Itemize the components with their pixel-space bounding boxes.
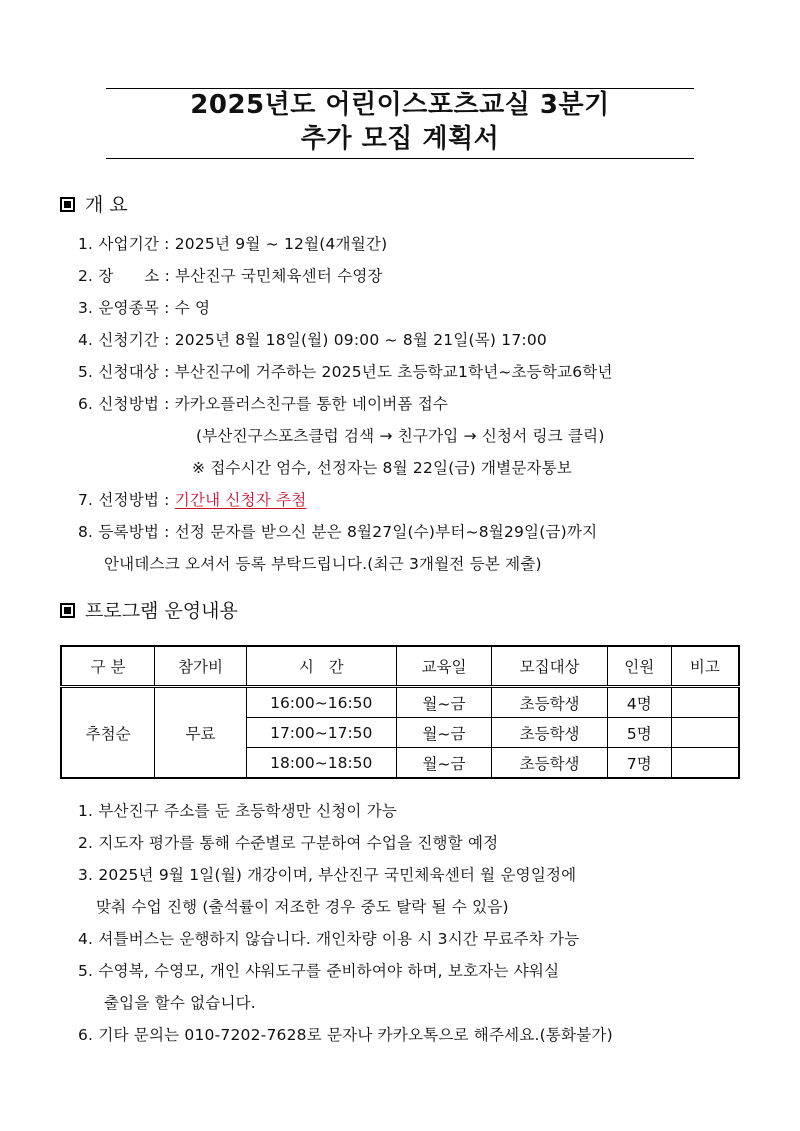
note-cell (671, 748, 739, 779)
title-line-1: 2025년도 어린이스포츠교실 3분기 (190, 90, 610, 120)
title-bottom-rule (106, 158, 694, 159)
overview-item-2: 2. 장 소 : 부산진구 국민체육센터 수영장 (78, 267, 383, 285)
selection-method-highlight: 기간내 신청자 추첨 (174, 491, 307, 509)
note-item-5-cont: 출입을 할수 없습니다. (104, 994, 256, 1012)
overview-item-3: 3. 운영종목 : 수 영 (78, 299, 211, 317)
time-cell: 16:00~16:50 (246, 687, 396, 718)
header-note: 비고 (671, 646, 739, 687)
note-cell (671, 687, 739, 718)
program-table (60, 645, 740, 779)
note-cell (671, 718, 739, 748)
overview-item-7: 7. 선정방법 : 기간내 신청자 추첨 (78, 491, 307, 509)
target-cell: 초등학생 (492, 718, 608, 748)
overview-heading: 개 요 (60, 192, 128, 218)
overview-item-8-cont: 안내데스크 오셔서 등록 부탁드립니다.(최근 3개월전 등본 제출) (104, 555, 542, 573)
target-cell: 초등학생 (492, 748, 608, 779)
note-item-2: 2. 지도자 평가를 통해 수준별로 구분하여 수업을 진행할 예정 (78, 834, 499, 852)
overview-item-1: 1. 사업기간 : 2025년 9월 ~ 12월(4개월간) (78, 235, 388, 253)
header-days: 교육일 (396, 646, 492, 687)
time-cell: 17:00~17:50 (246, 718, 396, 748)
days-cell: 월~금 (396, 748, 492, 779)
days-cell: 월~금 (396, 687, 492, 718)
overview-item-6-sub2: ※ 접수시간 엄수, 선정자는 8월 22일(금) 개별문자통보 (192, 459, 573, 477)
overview-item-6-sub1: (부산진구스포츠클럽 검색 → 친구가입 → 신청서 링크 클릭) (196, 427, 605, 445)
table-row (61, 687, 739, 718)
title-line-2: 추가 모집 계획서 (300, 124, 500, 154)
note-item-5: 5. 수영복, 수영모, 개인 샤워도구를 준비하여야 하며, 보호자는 샤워실 (78, 962, 560, 980)
fee-cell: 무료 (155, 687, 247, 779)
header-target: 모집대상 (492, 646, 608, 687)
category-cell: 추첨순 (61, 687, 155, 779)
square-bullet-icon (60, 603, 75, 618)
table-header-row (61, 646, 739, 687)
time-cell: 18:00~18:50 (246, 748, 396, 779)
overview-item-5: 5. 신청대상 : 부산진구에 거주하는 2025년도 초등학교1학년~초등학교6학년 (78, 363, 613, 381)
count-cell: 7명 (607, 748, 671, 779)
overview-item-6: 6. 신청방법 : 카카오플러스친구를 통한 네이버폼 접수 (78, 395, 449, 413)
note-item-3: 3. 2025년 9월 1일(월) 개강이며, 부산진구 국민체육센터 월 운영일정에 (78, 866, 577, 884)
target-cell: 초등학생 (492, 687, 608, 718)
overview-item-8: 8. 등록방법 : 선정 문자를 받으신 분은 8월27일(수)부터~8월29일(금)까지 (78, 523, 598, 541)
count-cell: 4명 (607, 687, 671, 718)
overview-item-4: 4. 신청기간 : 2025년 8월 18일(월) 09:00 ~ 8월 21일(목) 17:00 (78, 331, 547, 349)
square-bullet-icon (60, 197, 75, 212)
note-item-3-cont: 맞춰 수업 진행 (출석률이 저조한 경우 중도 탈락 될 수 있음) (96, 898, 509, 916)
note-item-6: 6. 기타 문의는 010-7202-7628로 문자나 카카오톡으로 해주세요.(통화불가) (78, 1026, 613, 1044)
program-heading: 프로그램 운영내용 (60, 598, 238, 624)
note-item-1: 1. 부산진구 주소를 둔 초등학생만 신청이 가능 (78, 802, 398, 820)
days-cell: 월~금 (396, 718, 492, 748)
header-fee: 참가비 (155, 646, 247, 687)
header-count: 인원 (607, 646, 671, 687)
header-category: 구 분 (61, 646, 155, 687)
note-item-4: 4. 셔틀버스는 운행하지 않습니다. 개인차량 이용 시 3시간 무료주차 가능 (78, 930, 580, 948)
count-cell: 5명 (607, 718, 671, 748)
header-time: 시 간 (246, 646, 396, 687)
